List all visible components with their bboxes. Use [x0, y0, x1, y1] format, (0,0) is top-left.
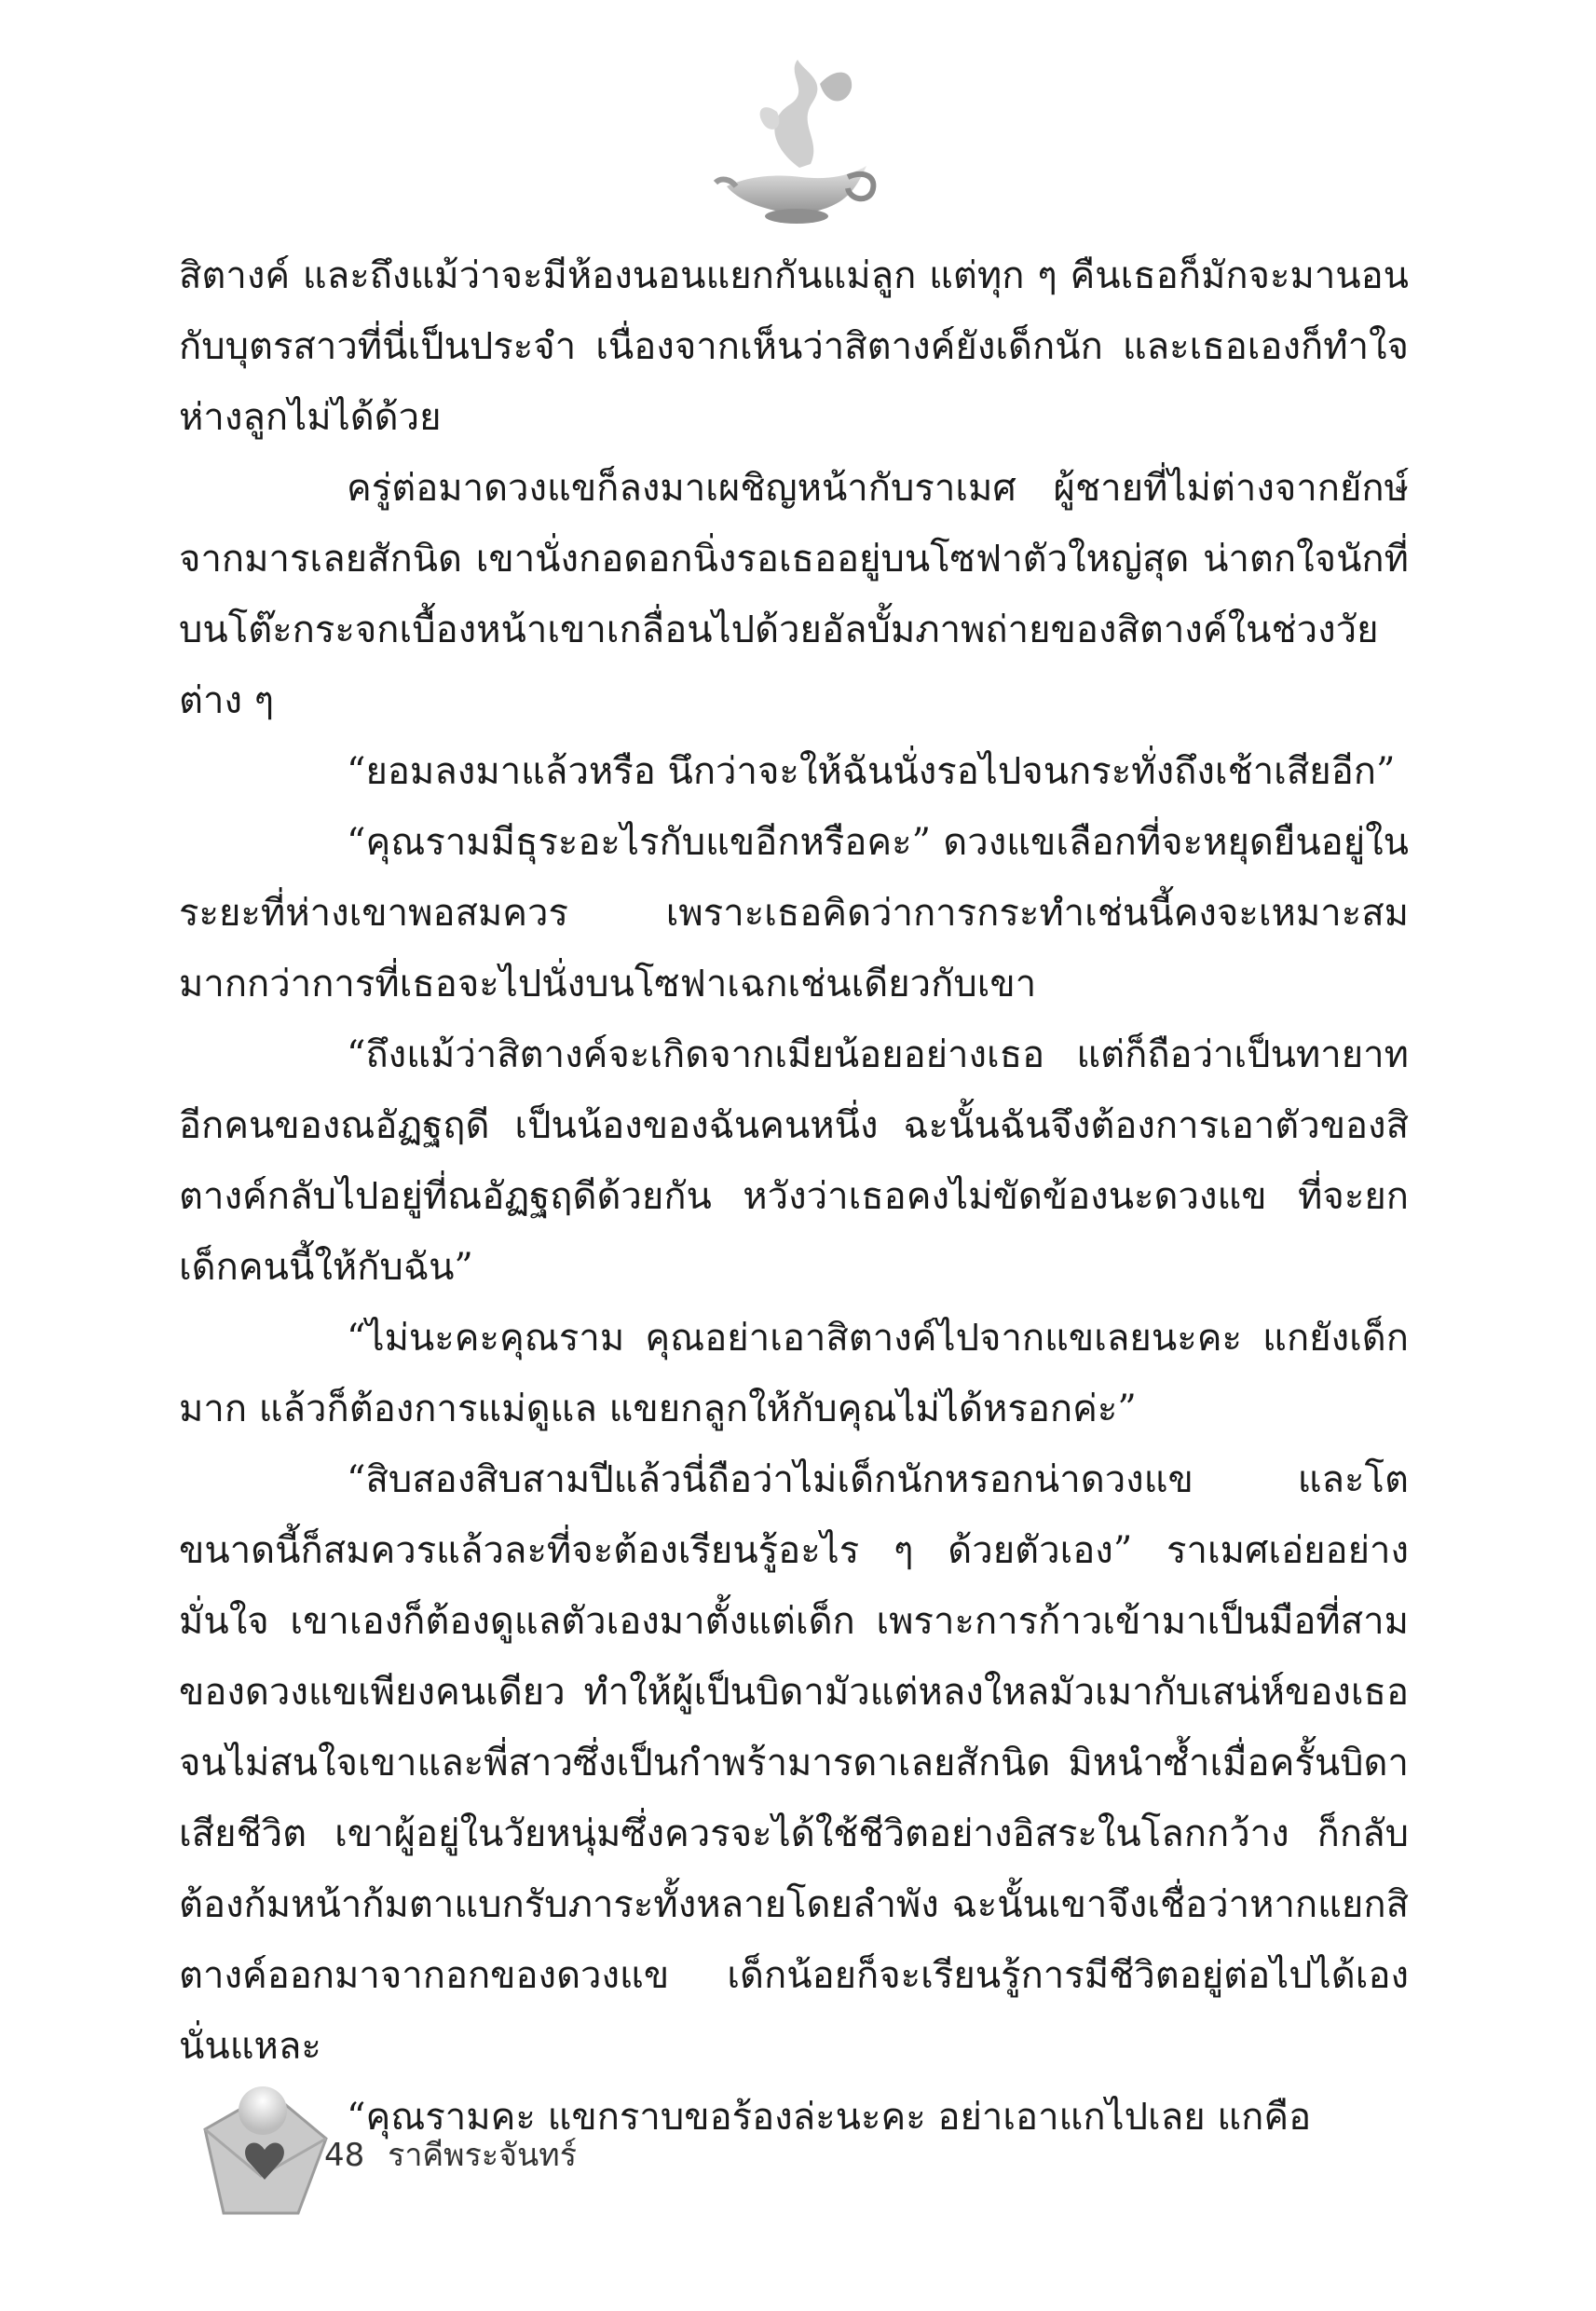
footer-caption [324, 2129, 577, 2180]
page-number: 48 [324, 2137, 365, 2174]
body-text [179, 240, 1409, 2153]
genie-lamp-icon [708, 47, 885, 233]
book-title: ราคีพระจันทร์ [388, 2137, 577, 2174]
page-footer [186, 2073, 839, 2241]
paragraph: “ไม่นะคะคุณราม คุณอย่าเอาสิตางค์ไปจากแขเลยนะคะ แกยังเด็กมาก แล้วก็ต้องการแม่ดูแล แขยกลูกให้กับคุณไม่ได้หรอกค่ะ” [179, 1317, 1409, 1430]
paragraph: สิตางค์ และถึงแม้ว่าจะมีห้องนอนแยกกันแม่ลูก แต่ทุก ๆ คืนเธอก็มักจะมานอนกับบุตรสาวที่นี่เป็นประจำ เนื่องจากเห็นว่าสิตางค์ยังเด็กนัก และเธอเองก็ทำใจห่างลูกไม่ได้ด้วย [179, 254, 1409, 439]
paragraph: “ถึงแม้ว่าสิตางค์จะเกิดจากเมียน้อยอย่างเธอ แต่ก็ถือว่าเป็นทายาทอีกคนของณอัฏฐฤดี เป็นน้องของฉันคนหนึ่ง ฉะนั้นฉันจึงต้องการเอาตัวของสิตางค์กลับไปอยู่ที่ณอัฏฐฤดีด้วยกัน หวังว่าเธอคงไม่ขัดข้องนะดวงแข ที่จะยกเด็กคนนี้ให้กับฉัน” [179, 1033, 1409, 1289]
paragraph: “ยอมลงมาแล้วหรือ นึกว่าจะให้ฉันนั่งรอไปจนกระทั่งถึงเช้าเสียอีก” [347, 750, 1396, 793]
paragraph: ครู่ต่อมาดวงแขก็ลงมาเผชิญหน้ากับราเมศ ผู้ชายที่ไม่ต่างจากยักษ์จากมารเลยสักนิด เขานั่งกอดอกนิ่งรอเธออยู่บนโซฟาตัวใหญ่สุด น่าตกใจนักที่บนโต๊ะกระจกเบื้องหน้าเขาเกลื่อนไปด้วยอัลบั้มภาพถ่ายของสิตางค์ในช่วงวัยต่าง ๆ [179, 467, 1409, 722]
paragraph: “คุณรามคะ แขกราบขอร้องล่ะนะคะ อย่าเอาแกไปเลย แกคือ [347, 2096, 1312, 2139]
paragraph: “คุณรามมีธุระอะไรกับแขอีกหรือคะ” ดวงแขเลือกที่จะหยุดยืนอยู่ในระยะที่ห่างเขาพอสมควร เพราะเธอคิดว่าการกระทำเช่นนี้คงจะเหมาะสมมากกว่าการที่เธอจะไปนั่งบนโซฟาเฉกเช่นเดียวกับเขา [179, 821, 1409, 1005]
heart-envelope-icon [186, 2073, 335, 2232]
paragraph: “สิบสองสิบสามปีแล้วนี่ถือว่าไม่เด็กนักหรอกน่าดวงแข และโตขนาดนี้ก็สมควรแล้วละที่จะต้องเรียนรู้อะไร ๆ ด้วยตัวเอง” ราเมศเอ่ยอย่างมั่นใจ เขาเองก็ต้องดูแลตัวเองมาตั้งแต่เด็ก เพราะการก้าวเข้ามาเป็นมือที่สามของดวงแขเพียงคนเดียว ทำให้ผู้เป็นบิดามัวแต่หลงใหลมัวเมากับเสน่ห์ของเธอ จนไม่สนใจเขาและพี่สาวซึ่งเป็นกำพร้ามารดาเลยสักนิด มิหนำซ้ำเมื่อครั้นบิดาเสียชีวิต เขาผู้อยู่ในวัยหนุ่มซึ่งควรจะได้ใช้ชีวิตอย่างอิสระในโลกกว้าง ก็กลับต้องก้มหน้าก้มตาแบกรับภาระทั้งหลายโดยลำพัง ฉะนั้นเขาจึงเชื่อว่าหากแยกสิตางค์ออกมาจากอกของดวงแข เด็กน้อยก็จะเรียนรู้การมีชีวิตอยู่ต่อไปได้เองนั่นแหละ [179, 1458, 1409, 2068]
